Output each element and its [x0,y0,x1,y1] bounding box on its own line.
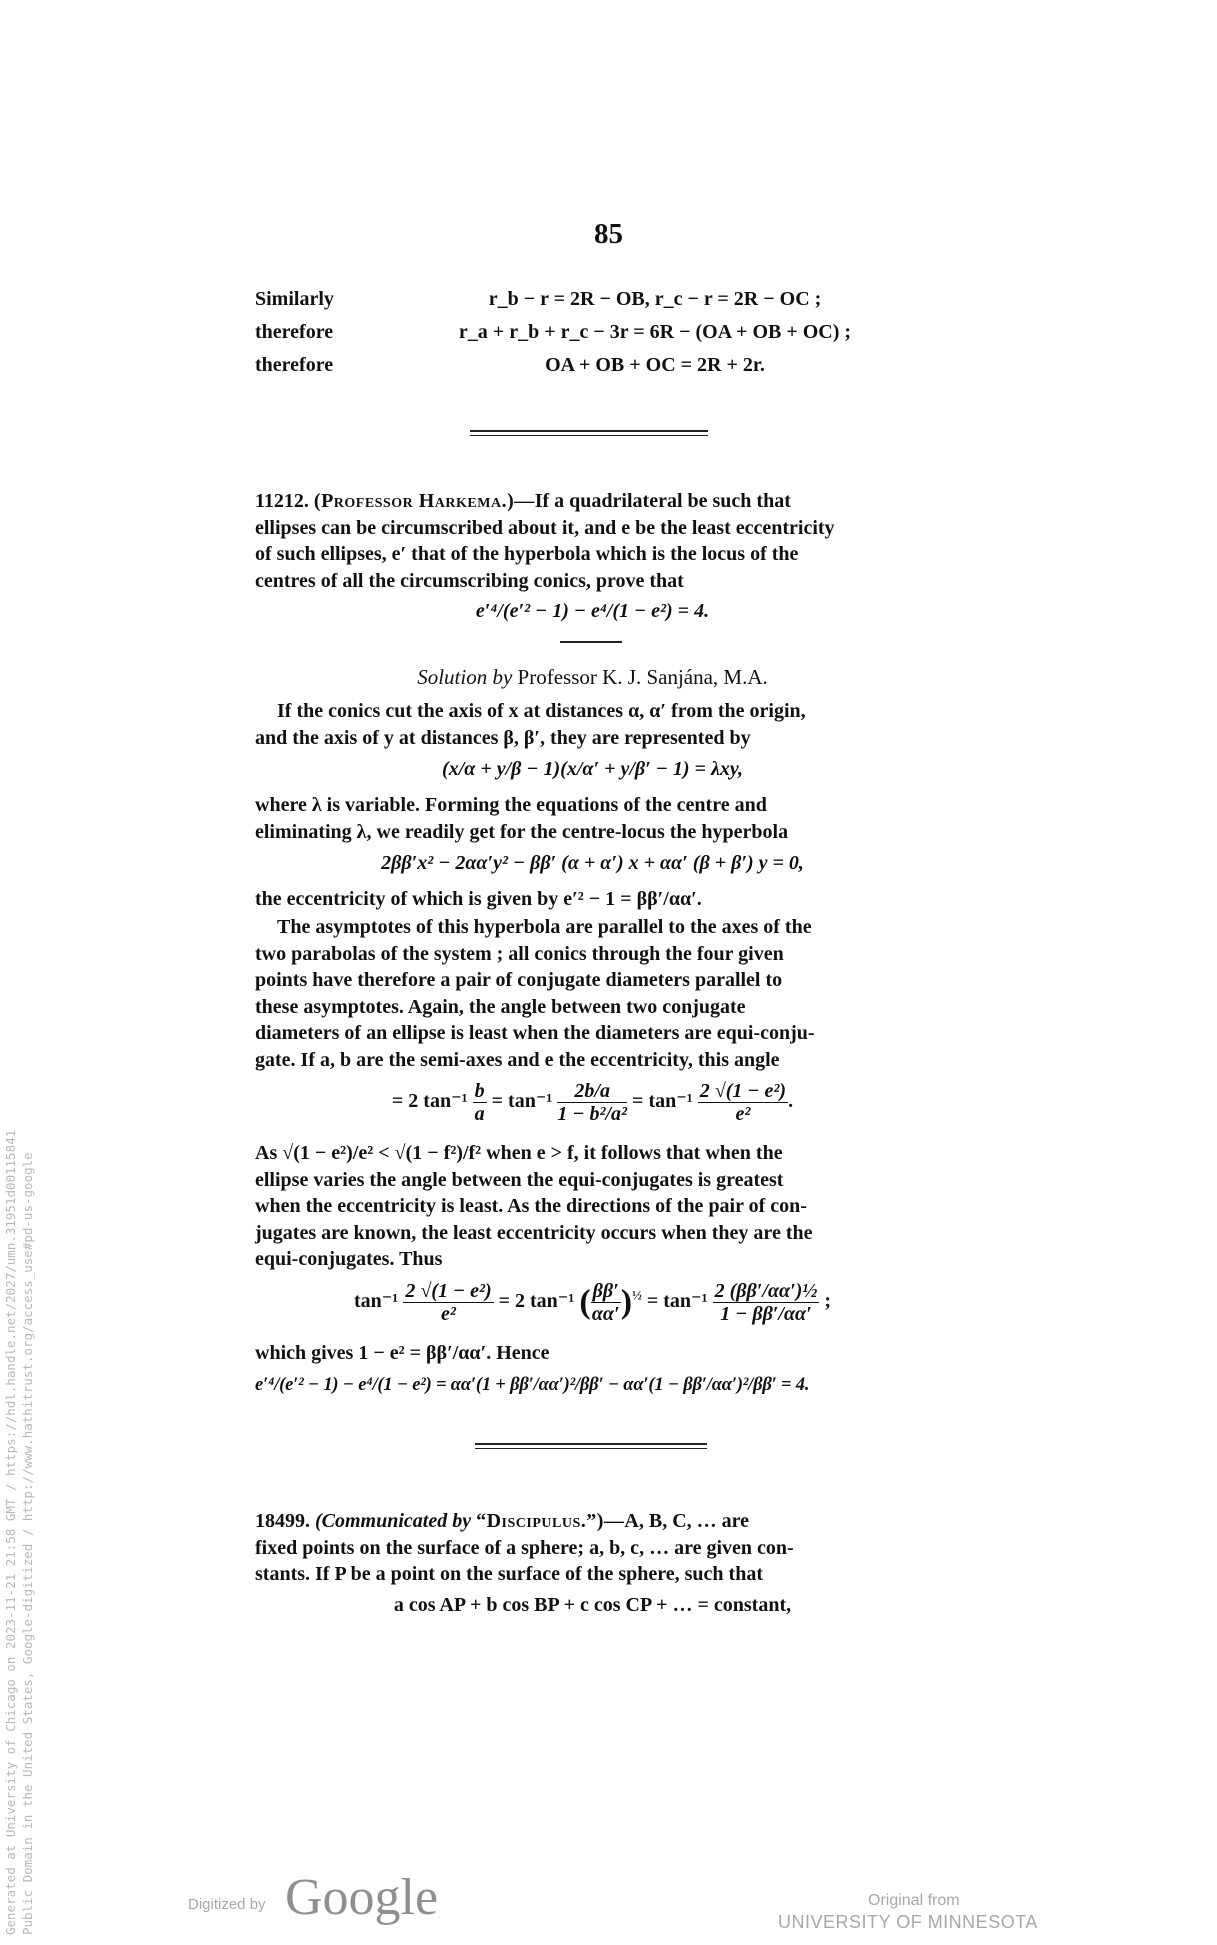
side-watermark [2,1130,36,1935]
text-line: and the axis of y at distances β, β′, they are represented by [255,726,751,749]
fraction-denominator: 1 − b²/a² [557,1103,628,1125]
problem-number: 18499. [255,1510,310,1532]
short-rule [560,641,622,643]
equation-thus [255,1280,930,1325]
eq-text: = tan⁻¹ [646,1290,708,1313]
intro-equation: OA + OB + OC = 2R + 2r. [545,354,765,376]
solution-para-4 [255,1140,930,1273]
section-divider [470,430,708,432]
intro-label: therefore [255,354,334,376]
problem-18499 [255,1508,930,1588]
problem-equation: e′⁴/(e′² − 1) − e⁴/(1 − e²) = 4. [475,600,710,622]
problem-text-line: stants. If P be a point on the surface of the sphere, such that [255,1563,763,1585]
intro-row [255,288,930,318]
fraction-numerator: 2 √(1 − e²) [699,1080,787,1102]
fraction-denominator: αα′ [591,1303,620,1325]
solution-para-1 [255,698,930,751]
fraction-numerator: 2 √(1 − e²) [405,1280,492,1302]
fraction [473,1080,487,1125]
intro-row [255,321,930,351]
equation-angle [255,1080,930,1125]
solution-prefix: Solution by [417,665,513,689]
solution-para-3 [255,914,930,1073]
intro-label: therefore [255,321,334,343]
solution-heading [255,665,930,690]
eq-text: = 2 tan⁻¹ [391,1090,468,1113]
power: ½ [632,1287,642,1303]
section-divider [475,1448,707,1449]
problem-11212 [255,488,930,594]
text-line: jugates are known, the least eccentricity occurs when they are the [255,1221,813,1244]
fraction-numerator: ββ′ [592,1280,619,1302]
fraction-denominator: e² [441,1303,456,1325]
text-line: eliminating λ, we readily get for the centre-locus the hyperbola [255,820,789,843]
text-line: gate. If a, b are the semi-axes and e the eccentricity, this angle [255,1048,780,1071]
intro-row [255,354,930,384]
problem-text-line: centres of all the circumscribing conics, prove that [255,569,684,592]
problem-proposer: (Professor Harkema.)— [313,490,535,512]
page-number: 85 [594,218,623,250]
institution-label: UNIVERSITY OF MINNESOTA [778,1912,1038,1932]
text-line: diameters of an ellipse is least when the diameters are equi-conju- [255,1022,815,1044]
eq-text: = tan⁻¹ [632,1090,693,1113]
problem-text-line: A, B, C, … are [624,1510,750,1532]
equation-centre-locus: 2ββ′x² − 2αα′y² − ββ′ (α + α′) x + αα′ (β + β′) y = 0, [381,852,804,874]
fraction [698,1080,788,1125]
eq-text: = tan⁻¹ [491,1090,553,1113]
left-paren: ( [579,1283,591,1321]
text-line: As √(1 − e²)/e² < √(1 − f²)/f² when e > f, it follows that when the [255,1142,783,1164]
fraction [557,1080,627,1125]
text-line: where λ is variable. Forming the equations of the centre and [255,794,767,816]
watermark-line: Generated at University of Chicago on 2023-11-21 21:58 GMT / https://hdl.handle.net/2027/umn.31951d00115841 [3,1129,18,1935]
eq-text: tan⁻¹ [353,1290,399,1313]
digitized-by-label: Digitized by [188,1896,266,1913]
problem-text-line: of such ellipses, e′ that of the hyperbola which is the locus of the [255,543,799,565]
fraction-denominator: e² [735,1103,751,1125]
problem-equation: a cos AP + b cos BP + c cos CP + … = constant, [393,1594,792,1616]
text-line: ellipse varies the angle between the equi-conjugates is greatest [255,1168,784,1191]
equation-conic-pair: (x/α + y/β − 1)(x/α′ + y/β′ − 1) = λxy, [442,758,743,780]
text-line: If the conics cut the axis of x at distances α, α′ from the origin, [277,700,806,722]
final-equation: e′⁴/(e′² − 1) − e⁴/(1 − e²) = αα′(1 + ββ′/αα′)²/ββ′ − αα′(1 − ββ′/αα′)²/ββ′ = 4. [255,1375,810,1395]
eq-text: . [788,1090,794,1113]
text-line: these asymptotes. Again, the angle between two conjugate [255,995,746,1018]
text-line: equi-conjugates. Thus [255,1248,443,1270]
problem-text-line: ellipses can be circumscribed about it, and e be the least eccentricity [255,516,835,539]
fraction-numerator: 2 (ββ′/αα′)½ [714,1280,818,1302]
fraction [591,1280,621,1325]
solution-author: Professor K. J. Sanjána, M.A. [517,665,768,689]
eq-text: ; [824,1290,832,1313]
eq-text: = 2 tan⁻¹ [498,1290,575,1313]
fraction [403,1280,493,1325]
fraction-numerator: b [474,1080,485,1102]
intro-equation: r_a + r_b + r_c − 3r = 6R − (OA + OB + OC) ; [458,321,852,343]
text-line: the eccentricity of which is given by e′² − 1 = ββ′/αα′. [255,888,702,910]
section-divider [470,435,708,436]
google-logo: Google [285,1869,439,1926]
communicated-name: “Discipulus.”)— [476,1510,625,1532]
text-line: when the eccentricity is least. As the directions of the pair of con- [255,1195,807,1217]
intro-equation: r_b − r = 2R − OB, r_c − r = 2R − OC ; [488,288,822,310]
text-line: The asymptotes of this hyperbola are parallel to the axes of the [277,916,812,938]
problem-number: 11212. [255,490,309,512]
problem-text-line: If a quadrilateral be such that [534,490,791,512]
solution-para-2 [255,792,930,845]
watermark-line: Public Domain in the United States, Google-digitized / http://www.hathitrust.org/access_use#pd-us-google [20,1152,35,1935]
text-line: points have therefore a pair of conjugate diameters parallel to [255,969,783,991]
original-from-label: Original from [868,1892,960,1909]
fraction-denominator: a [474,1103,485,1125]
section-divider [475,1443,707,1445]
intro-label: Similarly [255,288,334,310]
communicated-prefix: (Communicated by [315,1510,472,1532]
right-paren: ) [620,1283,633,1321]
fraction-denominator: 1 − ββ′/αα′ [720,1303,812,1325]
text-line: two parabolas of the system ; all conics through the four given [255,942,784,965]
problem-text-line: fixed points on the surface of a sphere; a, b, c, … are given con- [255,1536,794,1559]
fraction [713,1280,820,1325]
fraction-numerator: 2b/a [557,1080,627,1103]
text-line: which gives 1 − e² = ββ′/αα′. Hence [255,1342,550,1364]
